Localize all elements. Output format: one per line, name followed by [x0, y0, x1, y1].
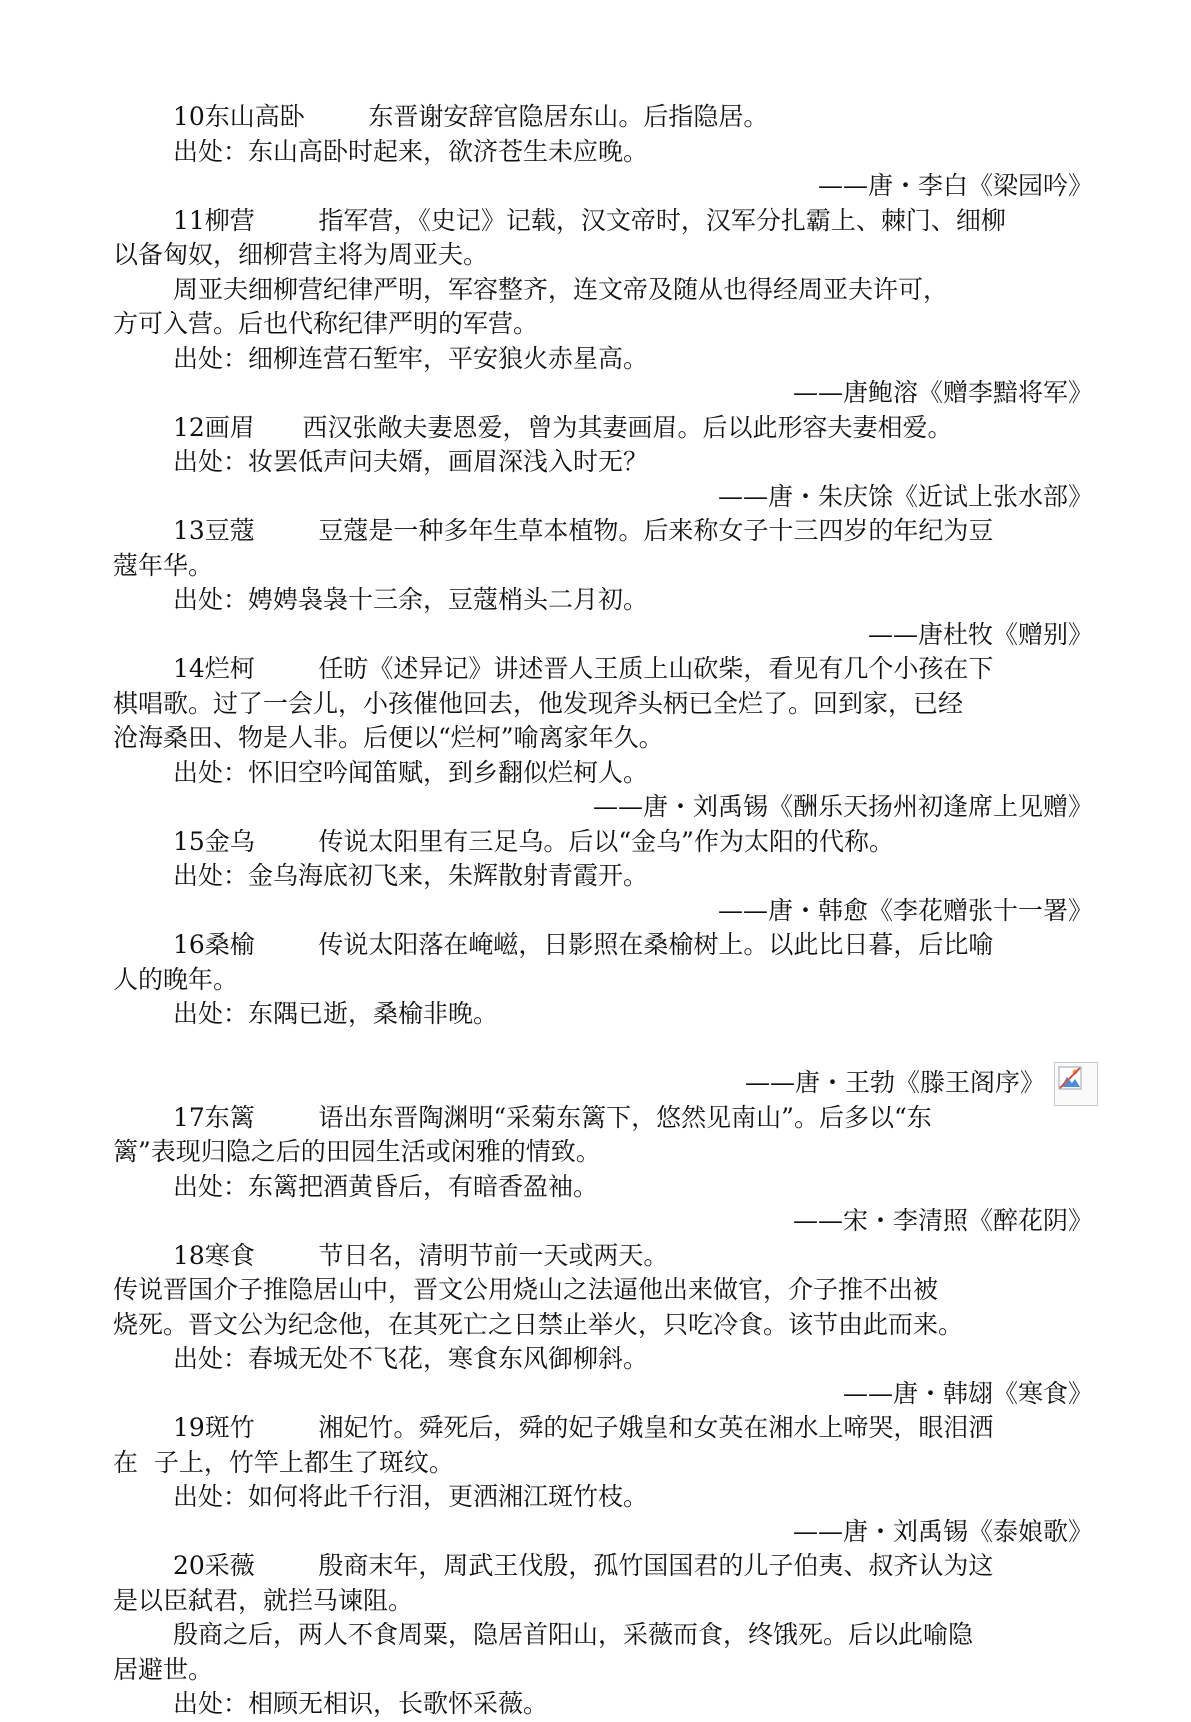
- text-line: 蔻年华。: [113, 550, 214, 580]
- source-attribution: ——唐・韩翃《寒食》: [842, 1378, 1093, 1408]
- text-line: 出处：怀旧空吟闻笛赋，到乡翻似烂柯人。: [173, 757, 649, 787]
- text-line: 出处：东篱把酒黄昏后，有暗香盈袖。: [173, 1171, 599, 1201]
- document-body: [113, 100, 1093, 1722]
- text-line: 棋唱歌。过了一会儿，小孩催他回去，他发现斧头柄已全烂了。回到家，已经: [113, 688, 964, 718]
- text-line: 烧死。晋文公为纪念他，在其死亡之日禁止举火，只吃冷食。该节由此而来。: [113, 1309, 964, 1339]
- broken-image-icon: [1054, 1062, 1098, 1106]
- text-line: 沧海桑田、物是人非。后便以“烂柯”喻离家年久。: [113, 723, 664, 752]
- text-line: 19斑竹 湘妃竹。舜死后，舜的妃子娥皇和女英在湘水上啼哭，眼泪洒: [173, 1413, 994, 1442]
- text-line: 出处：春城无处不飞花，寒食东风御柳斜。: [173, 1344, 649, 1373]
- source-attribution: ——唐・王勃《滕王阁序》: [744, 1068, 1045, 1097]
- source-attribution: ——唐・李白《梁园吟》: [817, 171, 1093, 200]
- text-line: 13豆蔻 豆蔻是一种多年生草本植物。后来称女子十三四岁的年纪为豆: [173, 516, 994, 545]
- text-line: 出处：细柳连营石堑牢，平安狼火赤星高。: [173, 343, 649, 373]
- text-line: 以备匈奴，细柳营主将为周亚夫。: [113, 240, 489, 269]
- source-attribution: ——唐鲍溶《赠李黯将军》: [792, 378, 1093, 407]
- text-line: 出处：东山高卧时起来，欲济苍生未应晚。: [173, 136, 649, 166]
- text-line: 周亚夫细柳营纪律严明，军容整齐，连文帝及随从也得经周亚夫许可，: [173, 274, 949, 304]
- source-attribution: ——唐・刘禹锡《酬乐天扬州初逢席上见赠》: [592, 792, 1093, 821]
- text-line: 方可入营。后也代称纪律严明的军营。: [113, 309, 539, 338]
- text-line: 出处：如何将此千行泪，更洒湘江斑竹枝。: [173, 1482, 649, 1511]
- text-line: 篱”表现归隐之后的田园生活或闲雅的情致。: [113, 1137, 601, 1166]
- text-line: 是以臣弑君，就拦马谏阻。: [113, 1585, 414, 1615]
- text-line: 居避世。: [113, 1654, 214, 1684]
- text-line: 15金乌 传说太阳里有三足乌。后以“金乌”作为太阳的代称。: [173, 826, 894, 856]
- text-line: 18寒食 节日名，清明节前一天或两天。: [173, 1240, 669, 1270]
- text-line: 出处：金乌海底初飞来，朱辉散射青霞开。: [173, 861, 649, 890]
- text-line: 出处：娉娉袅袅十三余，豆蔻梢头二月初。: [173, 585, 649, 614]
- text-line: 17东篱 语出东晋陶渊明“采菊东篱下，悠然见南山”。后多以“东: [173, 1102, 932, 1132]
- text-line: 人的晚年。: [113, 964, 239, 994]
- document-page: [113, 100, 1093, 1722]
- text-line: 出处：东隅已逝，桑榆非晚。: [173, 999, 499, 1028]
- source-attribution: ——唐・刘禹锡《泰娘歌》: [792, 1516, 1093, 1546]
- source-attribution: ——宋・李清照《醉花阴》: [792, 1206, 1093, 1235]
- text-line: 出处：相顾无相识，长歌怀采薇。: [173, 1689, 549, 1718]
- text-line: 16桑榆 传说太阳落在崦嵫，日影照在桑榆树上。以此比日暮，后比喻: [173, 930, 994, 959]
- text-line: 20采薇 殷商末年，周武王伐殷，孤竹国国君的儿子伯夷、叔齐认为这: [173, 1551, 994, 1580]
- text-line: 在 子上，竹竿上都生了斑纹。: [113, 1447, 454, 1477]
- text-line: 殷商之后，两人不食周粟，隐居首阳山，采薇而食，终饿死。后以此喻隐: [173, 1620, 974, 1649]
- text-line: 出处：妆罢低声问夫婿，画眉深浅入时无？: [173, 447, 649, 476]
- source-attribution: ——唐・韩愈《李花赠张十一署》: [717, 895, 1093, 925]
- text-line: 14烂柯 任昉《述异记》讲述晋人王质上山砍柴，看见有几个小孩在下: [173, 654, 994, 683]
- text-line: 11柳营 指军营，《史记》记载，汉文帝时，汉军分扎霸上、棘门、细柳: [173, 205, 1006, 235]
- source-with-image: [113, 1066, 1093, 1101]
- text-line: [113, 1032, 1093, 1067]
- text-line: 12画眉 西汉张敞夫妻恩爱，曾为其妻画眉。后以此形容夫妻相爱。: [173, 412, 953, 442]
- text-line: 传说晋国介子推隐居山中，晋文公用烧山之法逼他出来做官，介子推不出被: [113, 1275, 939, 1304]
- text-line: 10东山高卧 东晋谢安辞官隐居东山。后指隐居。: [173, 102, 769, 131]
- source-attribution: ——唐杜牧《赠别》: [867, 619, 1093, 649]
- source-attribution: ——唐・朱庆馀《近试上张水部》: [717, 481, 1093, 511]
